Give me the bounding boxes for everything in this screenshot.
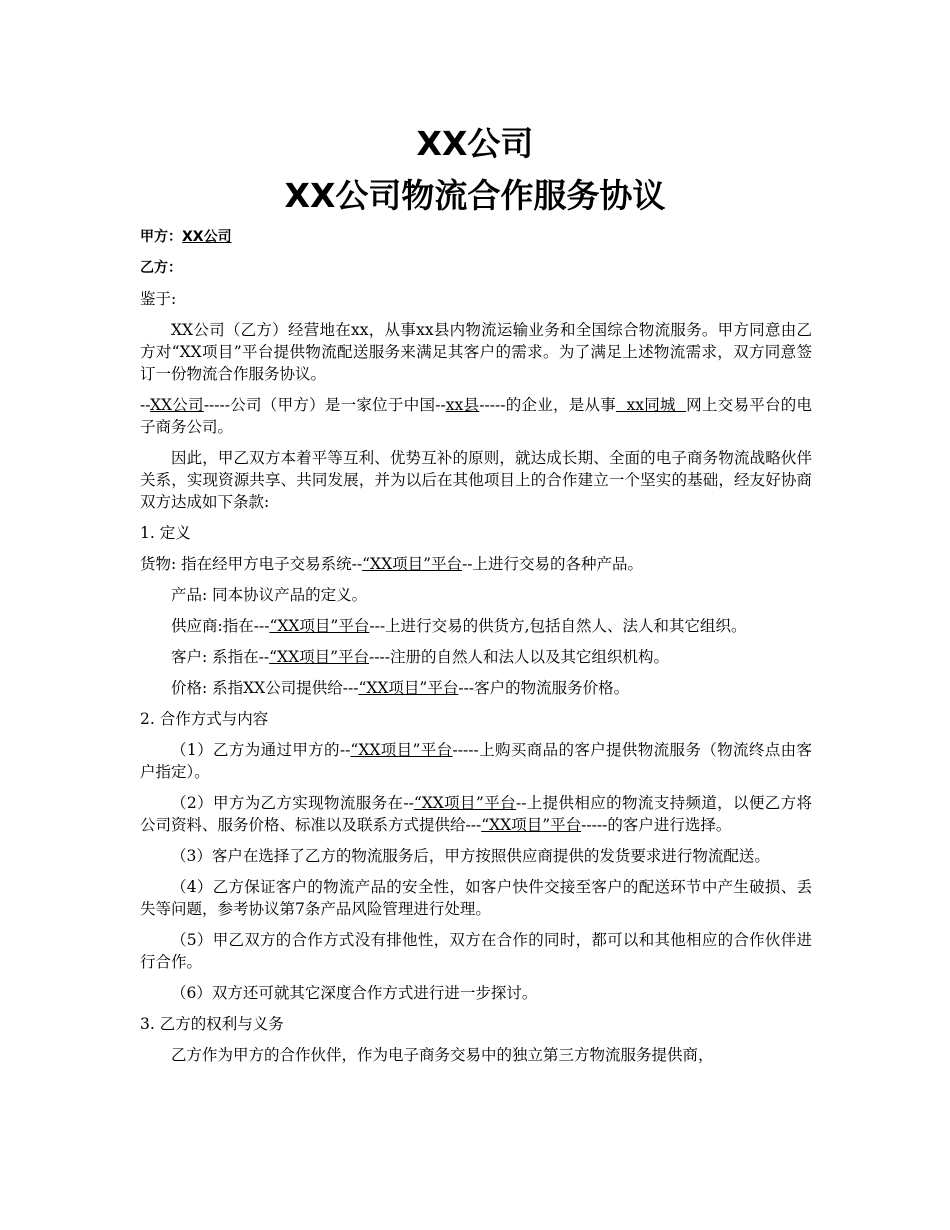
definition-goods bbox=[140, 553, 812, 575]
text-run: 货物: 指在经甲方电子交易系统-- bbox=[140, 555, 363, 573]
text-run: 供应商:指在--- bbox=[171, 617, 270, 635]
section-1-heading: 1. 定义 bbox=[140, 524, 191, 542]
definition-supplier bbox=[140, 615, 812, 637]
intro-paragraph-3: 因此，甲乙双方本着平等互利、优势互补的原则，就达成长期、全面的电子商务物流战略伙伴关系，实现资源共享、共同发展，并为以后在其他项目上的合作建立一个坚实的基础，经友好协商双方达成如下条款: bbox=[140, 449, 812, 511]
text-run: 客户: 系指在-- bbox=[171, 648, 270, 666]
text-run: --上提供相应的物流支持频道，以便乙方将公司资料、服务价格、标准以及联系方式提供给--- bbox=[140, 794, 813, 834]
platform-name: “XX项目”平台 bbox=[413, 794, 516, 812]
text-run: -----的客户进行选择。 bbox=[581, 816, 732, 834]
text-run: ---上进行交易的供货方,包括自然人、法人和其它组织。 bbox=[369, 617, 747, 635]
section-3-heading: 3. 乙方的权利与义务 bbox=[140, 1015, 284, 1033]
text-run: -----的企业，是从事 bbox=[479, 396, 617, 414]
clause-2-4: （4）乙方保证客户的物流产品的安全性，如客户快件交接至客户的配送环节中产生破损、丢失等问题，参考协议第7条产品风险管理进行处理。 bbox=[140, 878, 812, 918]
text-run: --上进行交易的各种产品。 bbox=[462, 555, 644, 573]
definition-product: 产品: 同本协议产品的定义。 bbox=[171, 586, 368, 604]
text-run: -----公司（甲方）是一家位于中国-- bbox=[203, 396, 446, 414]
platform-name: “XX项目”平台 bbox=[350, 741, 453, 759]
intro-paragraph-1: XX公司（乙方）经营地在xx，从事xx县内物流运输业务和全国综合物流服务。甲方同意由乙方对“XX项目”平台提供物流配送服务来满足其客户的需求。为了满足上述物流需求，双方同意签订一份物流合作服务协议。 bbox=[140, 321, 812, 383]
platform-name: “XX项目”平台 bbox=[269, 617, 370, 635]
clause-2-6: （6）双方还可就其它深度合作方式进行进一步探讨。 bbox=[171, 984, 538, 1002]
platform-name: “XX项目”平台 bbox=[269, 648, 370, 666]
platform-name: “XX项目”平台 bbox=[362, 555, 463, 573]
clause-2-3: （3）客户在选择了乙方的物流服务后，甲方按照供应商提供的发货要求进行物流配送。 bbox=[171, 847, 770, 865]
party-a-label: 甲方： bbox=[140, 229, 182, 245]
text-run: -- bbox=[140, 396, 150, 414]
text-run: ---客户的物流服务价格。 bbox=[458, 679, 630, 697]
platform-name: “XX项目”平台 bbox=[358, 679, 459, 697]
party-a bbox=[140, 226, 812, 248]
company-blank: XX公司 bbox=[149, 396, 204, 414]
text-run: ----注册的自然人和法人以及其它组织机构。 bbox=[369, 648, 669, 666]
clause-2-5: （5）甲乙双方的合作方式没有排他性，双方在合作的同时，都可以和其他相应的合作伙伴进行合作。 bbox=[140, 931, 812, 971]
agreement-title: XX公司物流合作服务协议 bbox=[284, 176, 666, 215]
clause-2-2 bbox=[140, 792, 812, 836]
county-blank: xx县 bbox=[445, 396, 480, 414]
text-run: （1）乙方为通过甲方的-- bbox=[171, 741, 351, 759]
platform-name: “XX项目”平台 bbox=[481, 816, 582, 834]
section-3-paragraph-1: 乙方作为甲方的合作伙伴，作为电子商务交易中的独立第三方物流服务提供商， bbox=[171, 1046, 714, 1064]
party-b-label: 乙方： bbox=[140, 260, 182, 276]
document-body bbox=[140, 226, 812, 1075]
whereas-heading: 鉴于: bbox=[140, 290, 177, 308]
definition-price bbox=[140, 677, 812, 699]
party-a-value: XX公司 bbox=[182, 229, 232, 245]
text-run: 网上交易平台的电子商务公司。 bbox=[140, 396, 813, 436]
text-run: 价格: 系指XX公司提供给--- bbox=[171, 679, 359, 697]
section-2-heading: 2. 合作方式与内容 bbox=[140, 710, 269, 728]
platform-blank: xx同城 bbox=[616, 396, 687, 414]
party-b bbox=[140, 257, 812, 279]
definition-customer bbox=[140, 646, 812, 668]
clause-2-1 bbox=[140, 739, 812, 783]
intro-paragraph-2 bbox=[140, 394, 812, 438]
company-title: XX公司 bbox=[416, 124, 534, 163]
text-run: （2）甲方为乙方实现物流服务在-- bbox=[171, 794, 414, 812]
text-run: -----上购买商品的客户提供物流服务（物流终点由客户指定）。 bbox=[140, 741, 812, 781]
